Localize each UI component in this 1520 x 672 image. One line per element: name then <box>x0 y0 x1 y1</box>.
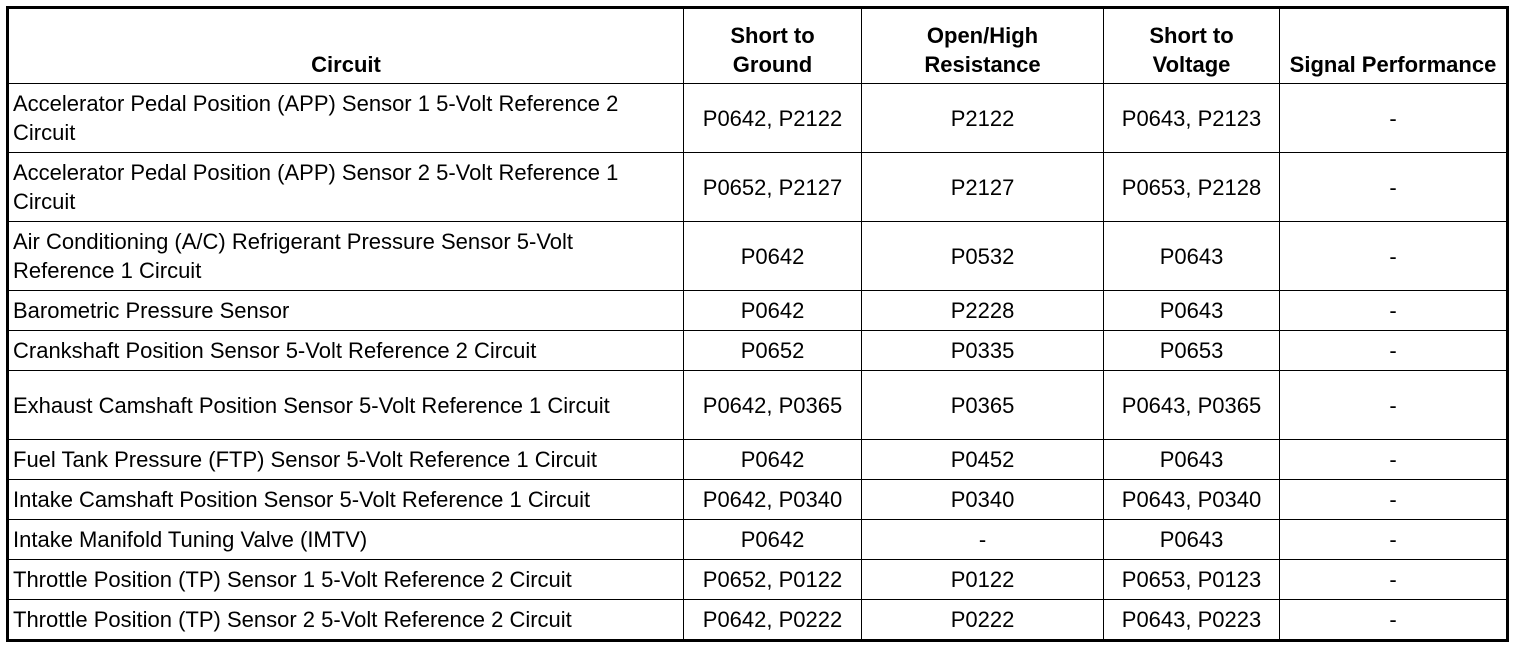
signal-performance-cell: - <box>1280 331 1508 371</box>
signal-performance-cell: - <box>1280 291 1508 331</box>
header-open-high-resistance: Open/High Resistance <box>862 8 1104 84</box>
short-to-voltage-cell: P0643, P0365 <box>1104 371 1280 440</box>
table-row <box>8 480 1508 520</box>
open-high-resistance-cell: P0340 <box>862 480 1104 520</box>
table-row <box>8 331 1508 371</box>
circuit-cell: Barometric Pressure Sensor <box>8 291 684 331</box>
short-to-ground-cell: P0642, P2122 <box>684 84 862 153</box>
short-to-ground-cell: P0642, P0340 <box>684 480 862 520</box>
header-short-to-voltage: Short to Voltage <box>1104 8 1280 84</box>
circuit-cell: Air Conditioning (A/C) Refrigerant Pressure Sensor 5-Volt Reference 1 Circuit <box>8 222 684 291</box>
open-high-resistance-cell: P0452 <box>862 440 1104 480</box>
circuit-cell: Intake Manifold Tuning Valve (IMTV) <box>8 520 684 560</box>
open-high-resistance-cell: P0122 <box>862 560 1104 600</box>
signal-performance-cell: - <box>1280 153 1508 222</box>
signal-performance-cell: - <box>1280 560 1508 600</box>
short-to-ground-cell: P0652, P2127 <box>684 153 862 222</box>
dtc-table-container <box>6 6 1509 642</box>
short-to-ground-cell: P0642 <box>684 520 862 560</box>
circuit-cell: Throttle Position (TP) Sensor 2 5-Volt Reference 2 Circuit <box>8 600 684 641</box>
open-high-resistance-cell: P0532 <box>862 222 1104 291</box>
table-row <box>8 291 1508 331</box>
short-to-ground-cell: P0642 <box>684 440 862 480</box>
short-to-voltage-cell: P0653, P0123 <box>1104 560 1280 600</box>
short-to-ground-cell: P0642 <box>684 291 862 331</box>
short-to-voltage-cell: P0643 <box>1104 291 1280 331</box>
short-to-voltage-cell: P0643 <box>1104 520 1280 560</box>
short-to-voltage-cell: P0643 <box>1104 440 1280 480</box>
dtc-circuit-table <box>6 6 1509 642</box>
open-high-resistance-cell: P0365 <box>862 371 1104 440</box>
signal-performance-cell: - <box>1280 222 1508 291</box>
table-row <box>8 560 1508 600</box>
table-row <box>8 84 1508 153</box>
circuit-cell: Throttle Position (TP) Sensor 1 5-Volt Reference 2 Circuit <box>8 560 684 600</box>
signal-performance-cell: - <box>1280 480 1508 520</box>
header-circuit: Circuit <box>8 8 684 84</box>
circuit-cell: Accelerator Pedal Position (APP) Sensor 2 5-Volt Reference 1 Circuit <box>8 153 684 222</box>
table-row <box>8 153 1508 222</box>
signal-performance-cell: - <box>1280 440 1508 480</box>
signal-performance-cell: - <box>1280 520 1508 560</box>
circuit-cell: Crankshaft Position Sensor 5-Volt Reference 2 Circuit <box>8 331 684 371</box>
open-high-resistance-cell: P2127 <box>862 153 1104 222</box>
open-high-resistance-cell: P2228 <box>862 291 1104 331</box>
table-row <box>8 222 1508 291</box>
circuit-cell: Fuel Tank Pressure (FTP) Sensor 5-Volt Reference 1 Circuit <box>8 440 684 480</box>
signal-performance-cell: - <box>1280 84 1508 153</box>
short-to-voltage-cell: P0643, P0223 <box>1104 600 1280 641</box>
circuit-cell: Exhaust Camshaft Position Sensor 5-Volt Reference 1 Circuit <box>8 371 684 440</box>
header-short-to-ground: Short to Ground <box>684 8 862 84</box>
open-high-resistance-cell: P2122 <box>862 84 1104 153</box>
short-to-ground-cell: P0652 <box>684 331 862 371</box>
open-high-resistance-cell: P0222 <box>862 600 1104 641</box>
open-high-resistance-cell: - <box>862 520 1104 560</box>
short-to-ground-cell: P0642, P0365 <box>684 371 862 440</box>
short-to-ground-cell: P0642, P0222 <box>684 600 862 641</box>
table-row <box>8 520 1508 560</box>
short-to-voltage-cell: P0643, P2123 <box>1104 84 1280 153</box>
open-high-resistance-cell: P0335 <box>862 331 1104 371</box>
signal-performance-cell: - <box>1280 371 1508 440</box>
short-to-voltage-cell: P0653 <box>1104 331 1280 371</box>
table-header-row <box>8 8 1508 84</box>
short-to-voltage-cell: P0643, P0340 <box>1104 480 1280 520</box>
header-signal-performance: Signal Performance <box>1280 8 1508 84</box>
short-to-ground-cell: P0652, P0122 <box>684 560 862 600</box>
table-row <box>8 371 1508 440</box>
table-row <box>8 600 1508 641</box>
short-to-ground-cell: P0642 <box>684 222 862 291</box>
short-to-voltage-cell: P0653, P2128 <box>1104 153 1280 222</box>
signal-performance-cell: - <box>1280 600 1508 641</box>
table-row <box>8 440 1508 480</box>
short-to-voltage-cell: P0643 <box>1104 222 1280 291</box>
circuit-cell: Accelerator Pedal Position (APP) Sensor 1 5-Volt Reference 2 Circuit <box>8 84 684 153</box>
circuit-cell: Intake Camshaft Position Sensor 5-Volt Reference 1 Circuit <box>8 480 684 520</box>
